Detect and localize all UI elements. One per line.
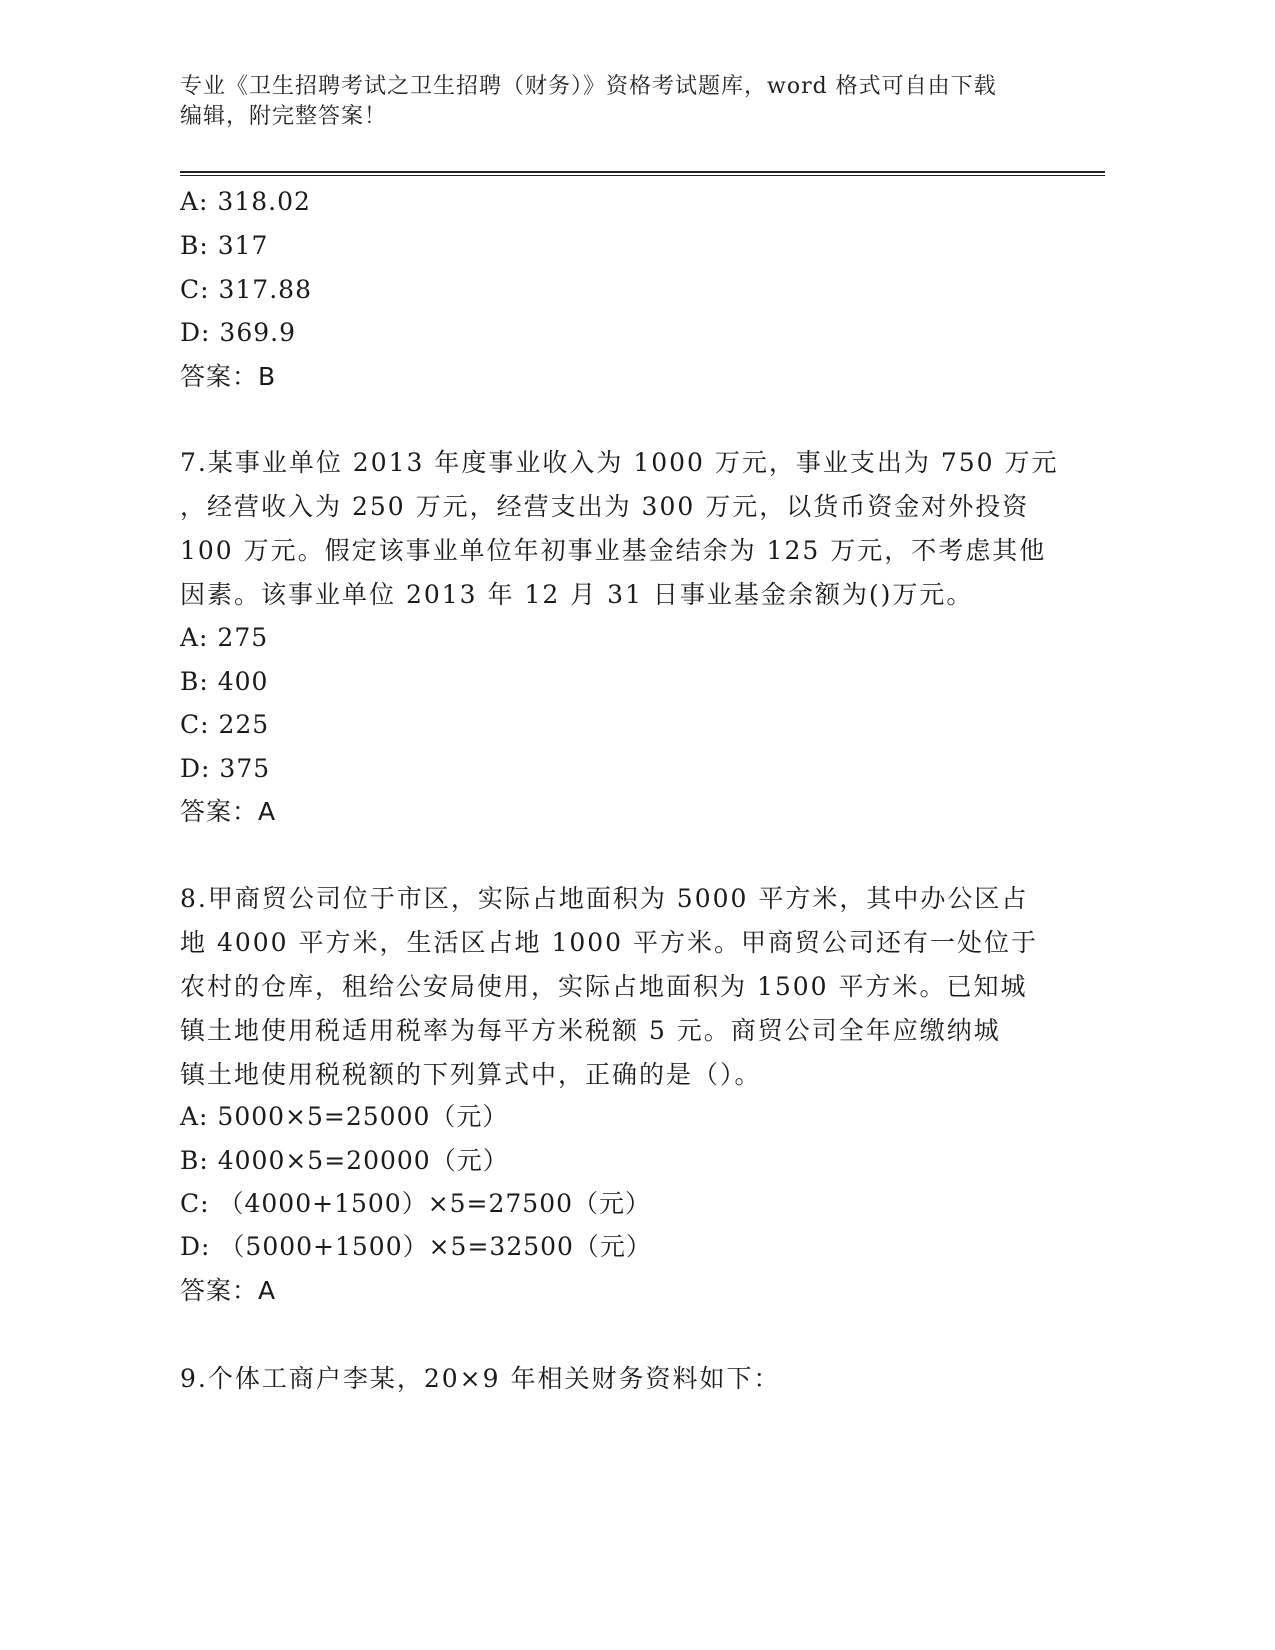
q8-option-a: A: 5000×5=25000（元） (180, 1102, 509, 1131)
q8-stem-line-2: 地 4000 平方米，生活区占地 1000 平方米。甲商贸公司还有一处位于 (180, 928, 1039, 957)
q7-option-a: A: 275 (180, 623, 269, 652)
q6-option-b: B: 317 (180, 231, 269, 260)
document-header (180, 72, 1060, 132)
q9-stem-line-1: 9.个体工商户李某，20×9 年相关财务资料如下： (180, 1364, 781, 1393)
q8-option-c: C: （4000+1500）×5=27500（元） (180, 1189, 652, 1218)
q7-option-b: B: 400 (180, 667, 269, 696)
q8-stem-line-5: 镇土地使用税税额的下列算式中，正确的是（）。 (180, 1060, 762, 1089)
header-line-1: 专业《卫生招聘考试之卫生招聘（财务）》资格考试题库，word 格式可自由下载 (180, 74, 997, 99)
q8-stem-line-1: 8.甲商贸公司位于市区，实际占地面积为 5000 平方米，其中办公区占 (180, 884, 1029, 913)
q6-option-d: D: 369.9 (180, 318, 296, 347)
q7-stem-line-2: ，经营收入为 250 万元，经营支出为 300 万元，以货币资金对外投资 (180, 492, 1030, 521)
q7-stem-line-4: 因素。该事业单位 2013 年 12 月 31 日事业基金余额为()万元。 (180, 580, 974, 609)
header-divider-thick (180, 171, 1105, 173)
q8-stem (180, 877, 1040, 1097)
q6-option-c: C: 317.88 (180, 275, 312, 304)
q7-option-c: C: 225 (180, 710, 270, 739)
q8-answer: 答案：A (180, 1276, 277, 1305)
q8-option-d: D: （5000+1500）×5=32500（元） (180, 1232, 652, 1261)
header-divider-thin (180, 175, 1105, 176)
q7-stem-line-1: 7.某事业单位 2013 年度事业收入为 1000 万元，事业支出为 750 万元 (180, 448, 1059, 477)
q7-option-d: D: 375 (180, 754, 271, 783)
q8-stem-line-4: 镇土地使用税适用税率为每平方米税额 5 元。商贸公司全年应缴纳城 (180, 1016, 1001, 1045)
q7-stem (180, 441, 1059, 617)
q7-answer: 答案：A (180, 797, 277, 826)
q8-stem-line-3: 农村的仓库，租给公安局使用，实际占地面积为 1500 平方米。已知城 (180, 972, 1028, 1001)
q7-stem-line-3: 100 万元。假定该事业单位年初事业基金结余为 125 万元，不考虑其他 (180, 536, 1047, 565)
q6-answer: 答案：B (180, 362, 277, 391)
q6-option-a: A: 318.02 (180, 187, 311, 216)
q9-stem (180, 1357, 1040, 1401)
header-line-2: 编辑，附完整答案！ (180, 104, 388, 129)
q8-option-b: B: 4000×5=20000（元） (180, 1146, 509, 1175)
